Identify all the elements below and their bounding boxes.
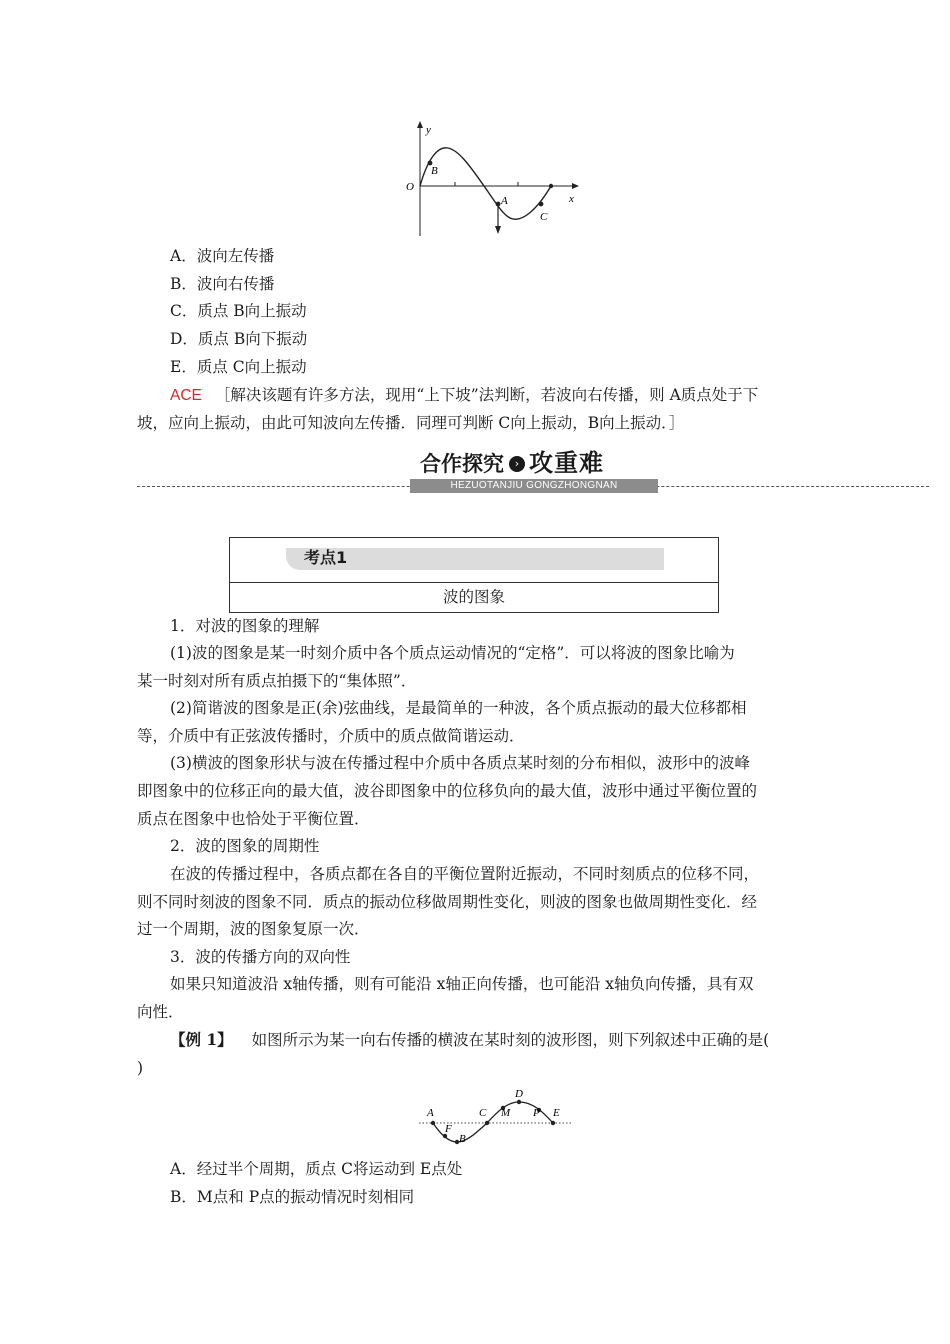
label-origin: O [406, 181, 414, 193]
point-c-2 [485, 1121, 489, 1125]
label-y: y [426, 124, 431, 136]
para-3-line-2: 即图象中的位移正向的最大值，波谷即图象中的位移负向的最大值，波形中通过平衡位置的 [137, 782, 758, 800]
heading-1: 1．对波的图象的理解 [170, 617, 320, 635]
label-b-2: B [459, 1133, 466, 1145]
point-e [551, 1121, 555, 1125]
label-x: x [569, 193, 574, 205]
wave-figure-1 [398, 118, 588, 240]
chevron-right-icon: › [509, 456, 525, 472]
label-b: B [431, 165, 438, 177]
topic-box-divider [230, 582, 718, 583]
x-axis-arrow-icon [572, 183, 579, 189]
para-4-line-2: 则不同时刻波的图象不同．质点的振动位移做周期性变化，则波的图象也做周期性变化．经 [137, 893, 758, 911]
para-2-line-1: (2)简谐波的图象是正(余)弦曲线，是最简单的一种波，各个质点振动的最大位移都相 [170, 699, 747, 717]
heading-2: 2．波的图象的周期性 [170, 837, 320, 855]
q1-option-e: E．质点 C向上振动 [170, 358, 307, 376]
example-1-close: ) [137, 1059, 144, 1077]
para-4-line-3: 过一个周期，波的图象复原一次． [137, 920, 370, 938]
topic-title: 波的图象 [442, 588, 505, 606]
label-f: F [445, 1123, 452, 1135]
q1-answer-text1: ［解决该题有许多方法，现用“上下坡”法判断，若波向右传播，则 A质点处于下 [214, 386, 759, 404]
label-e: E [553, 1107, 560, 1119]
q1-option-d: D．质点 B向下振动 [170, 330, 308, 348]
label-d: D [515, 1088, 523, 1100]
q1-option-a: A．波向左传播 [170, 247, 275, 265]
point-d [517, 1100, 521, 1104]
para-3-line-3: 质点在图象中也恰处于平衡位置． [137, 810, 370, 828]
section-banner [137, 448, 929, 498]
point-c [539, 202, 544, 207]
para-2-line-2: 等，介质中有正弦波传播时，介质中的质点做简谐运动． [137, 727, 525, 745]
label-a: A [501, 195, 508, 207]
topic-tag: 考点1 [304, 548, 348, 567]
down-arrow-icon [495, 226, 501, 234]
q1-answer-key: ACE [170, 387, 202, 404]
para-5-line-2: 向性． [137, 1003, 184, 1021]
q2-option-a: A．经过半个周期，质点 C将运动到 E点处 [170, 1160, 463, 1178]
banner-title-left: 合作探究 [420, 452, 504, 476]
banner-title-right: 攻重难 [529, 449, 604, 477]
q1-option-c: C．质点 B向上振动 [170, 302, 307, 320]
y-axis-arrow-icon [417, 121, 423, 128]
point-a [496, 202, 501, 207]
example-1-text: 如图所示为某一向右传播的横波在某时刻的波形图，则下列叙述中正确的是( [251, 1031, 770, 1049]
label-a-2: A [427, 1107, 434, 1119]
label-c-2: C [479, 1107, 487, 1119]
wave-curve [420, 148, 551, 219]
para-3-line-1: (3)横波的图象形状与波在传播过程中介质中各质点某时刻的分布相似，波形中的波峰 [170, 754, 750, 772]
label-p: P [533, 1107, 540, 1119]
label-c: C [540, 211, 548, 223]
para-4-line-1: 在波的传播过程中，各质点都在各自的平衡位置附近振动，不同时刻质点的位移不同， [170, 865, 760, 883]
para-1-line-2: 某一时刻对所有质点拍摄下的“集体照”． [137, 672, 417, 690]
point-a-2 [431, 1121, 435, 1125]
example-1-tag: 【例 1】 [170, 1030, 233, 1049]
para-1-line-1: (1)波的图象是某一时刻介质中各个质点运动情况的“定格”．可以将波的图象比喻为 [170, 644, 735, 662]
heading-3: 3．波的传播方向的双向性 [170, 948, 351, 966]
q1-option-b: B．波向右传播 [170, 275, 275, 293]
topic-box [229, 537, 719, 613]
example-1-line-1 [170, 1030, 769, 1050]
banner-pinyin: HEZUOTANJIU GONGZHONGNAN [450, 480, 618, 491]
q1-answer-line2: 坡，应向上振动，由此可知波向左传播．同理可判断 C向上振动，B向上振动．］ [137, 414, 685, 432]
wave-figure-2 [415, 1080, 575, 1150]
para-5-line-1: 如果只知道波沿 x轴传播，则有可能沿 x轴正向传播，也可能沿 x轴负向传播，具有双 [170, 975, 754, 993]
label-m: M [501, 1107, 511, 1119]
q2-option-b: B．M点和 P点的振动情况时刻相同 [170, 1188, 415, 1206]
q1-answer-line1 [170, 385, 758, 406]
